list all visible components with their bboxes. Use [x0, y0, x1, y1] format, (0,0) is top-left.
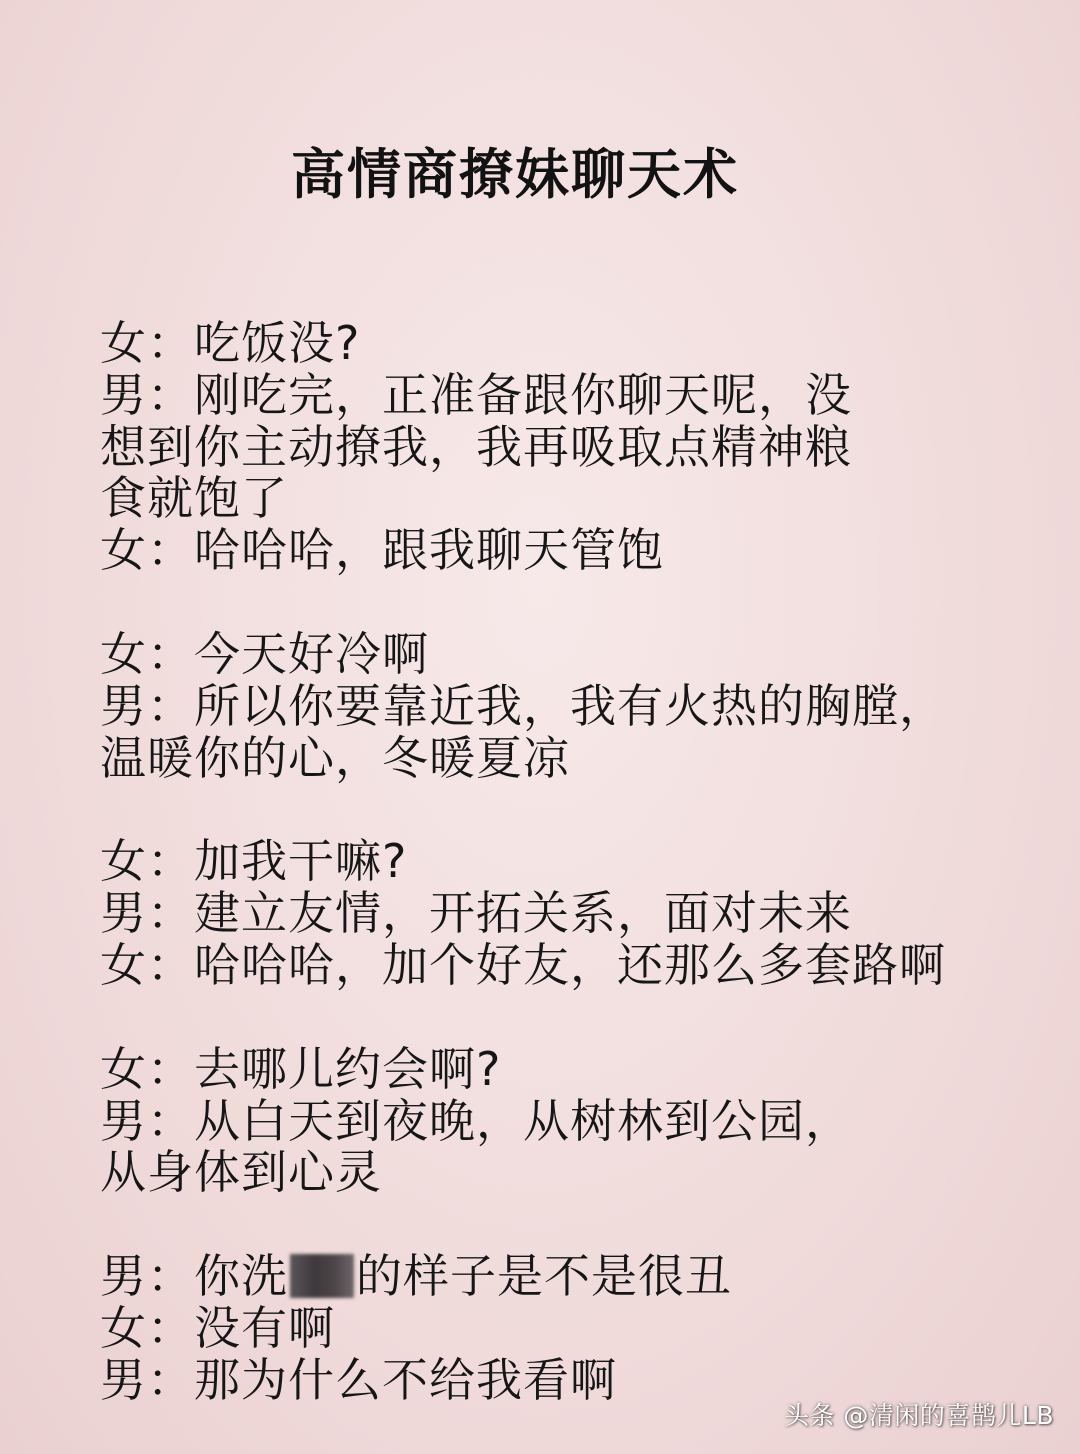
- dialogue-block-2: [100, 626, 1050, 785]
- line-text: 刚吃完，正准备跟你聊天呢，没: [194, 367, 852, 422]
- redacted-mosaic: [290, 1254, 354, 1298]
- dialogue-line: [100, 836, 1050, 888]
- speaker-label: 女：: [100, 834, 194, 889]
- line-text: 温暖你的心，冬暖夏凉: [100, 730, 570, 785]
- dialogue-line-continued: [100, 1147, 1050, 1199]
- dialogue-line: [100, 888, 1050, 940]
- line-text: 加我干嘛?: [194, 834, 408, 889]
- line-text: 想到你主动撩我，我再吸取点精神粮: [100, 419, 852, 474]
- dialogue-line: [100, 318, 1050, 370]
- line-text: 那为什么不给我看啊: [194, 1352, 617, 1407]
- dialogue-line-continued: [100, 473, 1050, 525]
- speaker-label: 女：: [100, 626, 194, 681]
- dialogue-block-4: [100, 1041, 1050, 1200]
- dialogue-line: [100, 525, 1050, 577]
- line-text: 哈哈哈，跟我聊天管饱: [194, 523, 664, 578]
- dialogue-content: [100, 318, 1050, 1454]
- dialogue-block-1: [100, 318, 1050, 577]
- line-text: 从白天到夜晚，从树林到公园，: [194, 1093, 852, 1148]
- speaker-label: 女：: [100, 937, 194, 992]
- dialogue-line: [100, 1093, 1050, 1148]
- page-title: 高情商撩妹聊天术: [291, 143, 739, 206]
- dialogue-line: [100, 1041, 1050, 1096]
- speaker-label: 女：: [100, 523, 194, 578]
- dialogue-block-3: [100, 836, 1050, 991]
- dialogue-line: [100, 1251, 1050, 1303]
- speaker-label: 男：: [100, 678, 194, 733]
- speaker-label: 男：: [100, 367, 194, 422]
- dialogue-line: [100, 626, 1050, 681]
- dialogue-line-continued: [100, 730, 1050, 785]
- dialogue-line: [100, 1300, 1050, 1355]
- line-text: 从身体到心灵: [100, 1145, 382, 1200]
- speaker-label: 女：: [100, 1041, 194, 1096]
- line-text: 今天好冷啊: [194, 626, 429, 681]
- line-text: 哈哈哈，加个好友，还那么多套路啊: [194, 937, 946, 992]
- dialogue-line-continued: [100, 419, 1050, 474]
- line-text-after-redaction: 的样子是不是很丑: [356, 1249, 732, 1304]
- line-text: 没有啊: [194, 1300, 335, 1355]
- dialogue-line: [100, 678, 1050, 733]
- speaker-label: 男：: [100, 1249, 194, 1304]
- speaker-label: 女：: [100, 1300, 194, 1355]
- dialogue-line: [100, 937, 1050, 992]
- line-text: 去哪儿约会啊?: [194, 1041, 502, 1096]
- watermark: 头条 @清闲的喜鹊儿LB: [783, 1401, 1054, 1430]
- dialogue-block-5: [100, 1251, 1050, 1406]
- dialogue-line: [100, 367, 1050, 422]
- line-text: 食就饱了: [100, 471, 288, 526]
- speaker-label: 男：: [100, 1352, 194, 1407]
- line-text: 吃饭没?: [194, 316, 361, 370]
- line-text: 建立友情，开拓关系，面对未来: [194, 886, 852, 941]
- line-text: 所以你要靠近我，我有火热的胸膛，: [194, 678, 946, 733]
- line-text-before-redaction: 你洗: [194, 1249, 288, 1304]
- speaker-label: 女：: [100, 316, 194, 370]
- speaker-label: 男：: [100, 1093, 194, 1148]
- speaker-label: 男：: [100, 886, 194, 941]
